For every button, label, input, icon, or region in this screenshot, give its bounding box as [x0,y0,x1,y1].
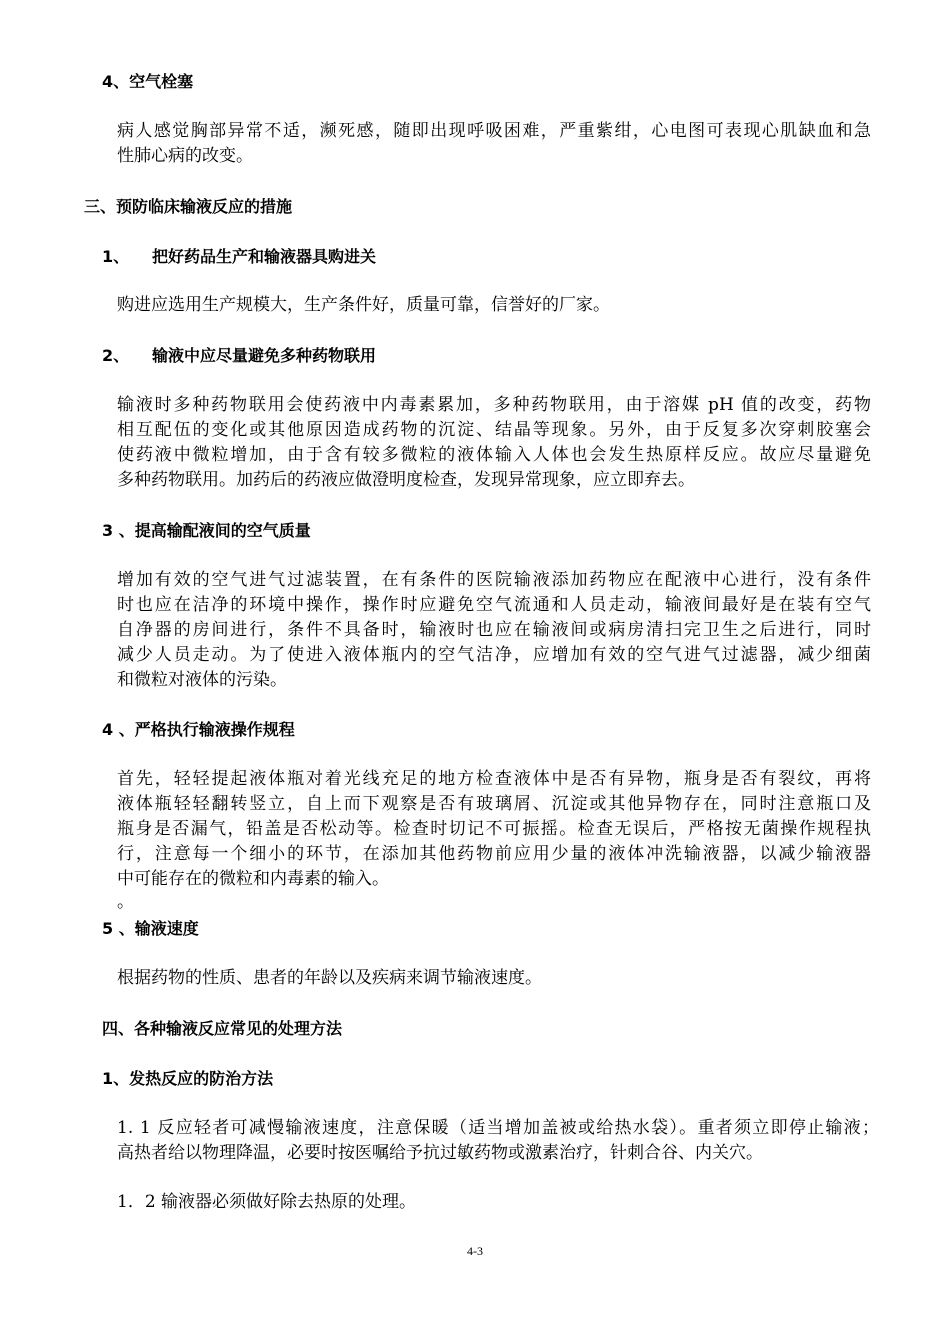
paragraph-line: 根据药物的性质、患者的年龄以及疾病来调节输液速度。 [117,968,542,988]
paragraph-line: 液体瓶轻轻翻转竖立，自上而下观察是否有玻璃屑、沉淀或其他异物存在，同时注意瓶口及 [117,794,871,814]
item-number: 1、 [102,247,130,266]
paragraph-line: 使药液中微粒增加，由于含有较多微粒的液体输入人体也会发生热原样反应。故应尽量避免 [117,445,871,465]
paragraph-line: 时也应在洁净的环境中操作，操作时应避免空气流通和人员走动，输液间最好是在装有空气 [117,595,871,615]
heading-fever-reaction: 1、发热反应的防治方法 [102,1069,274,1088]
paragraph-line: 输液时多种药物联用会使药液中内毒素累加，多种药物联用，由于溶媒 pH 值的改变，药物 [117,395,871,415]
paragraph-line: 增加有效的空气进气过滤装置，在有条件的医院输液添加药物应在配液中心进行，没有条件 [117,570,871,590]
item-heading-4: 4 、严格执行输液操作规程 [102,720,295,739]
page-number: 4-3 [467,1244,483,1258]
item-title: 把好药品生产和输液器具购进关 [152,247,377,266]
paragraph-line: 中可能存在的微粒和内毒素的输入。 [117,869,389,889]
stray-period: 。 [117,892,134,912]
item-heading-3: 3 、提高输配液间的空气质量 [102,521,311,540]
paragraph-line: 相互配伍的变化或其他原因造成药物的沉淀、结晶等现象。另外，由于反复多次穿刺胶塞会 [117,420,871,440]
section-heading-4: 四、各种输液反应常见的处理方法 [102,1019,343,1038]
paragraph-line: 购进应选用生产规模大，生产条件好，质量可靠，信誉好的厂家。 [117,295,610,315]
item-number: 2、 [102,346,130,365]
paragraph-line: 高热者给以物理降温，必要时按医嘱给予抗过敏药物或激素治疗，针刺合谷、内关穴。 [117,1143,763,1163]
section-heading-3: 三、预防临床输液反应的措施 [84,197,293,216]
paragraph-line: 性肺心病的改变。 [117,146,253,166]
paragraph-line: 瓶身是否漏气，铅盖是否松动等。检查时切记不可振摇。检查无误后，严格按无菌操作规程执 [117,819,871,839]
heading-air-embolism: 4、空气栓塞 [102,72,194,91]
paragraph-line: 和微粒对液体的污染。 [117,670,287,690]
item-heading-1 [102,244,376,269]
item-heading-2 [102,343,376,368]
paragraph-line: 自净器的房间进行，条件不具备时，输液时也应在输液间或病房清扫完卫生之后进行，同时 [117,620,871,640]
item-title: 输液中应尽量避免多种药物联用 [152,346,377,365]
paragraph-line: 行，注意每一个细小的环节，在添加其他药物前应用少量的液体冲洗输液器，以减少输液器 [117,844,871,864]
paragraph-line: 减少人员走动。为了使进入液体瓶内的空气洁净，应增加有效的空气进气过滤器，减少细菌 [117,645,871,665]
item-heading-5: 5 、输液速度 [102,919,199,938]
paragraph-line: 多种药物联用。加药后的药液应做澄明度检查，发现异常现象，应立即弃去。 [117,470,695,490]
paragraph-line: 首先，轻轻提起液体瓶对着光线充足的地方检查液体中是否有异物，瓶身是否有裂纹，再将 [117,769,871,789]
paragraph-line: 1．2 输液器必须做好除去热原的处理。 [117,1192,417,1212]
paragraph-line: 病人感觉胸部异常不适，濒死感，随即出现呼吸困难，严重紫绀，心电图可表现心肌缺血和急 [117,121,871,141]
paragraph-line: 1. 1 反应轻者可减慢输液速度，注意保暖（适当增加盖被或给热水袋）。重者须立即停止输液； [117,1118,879,1138]
